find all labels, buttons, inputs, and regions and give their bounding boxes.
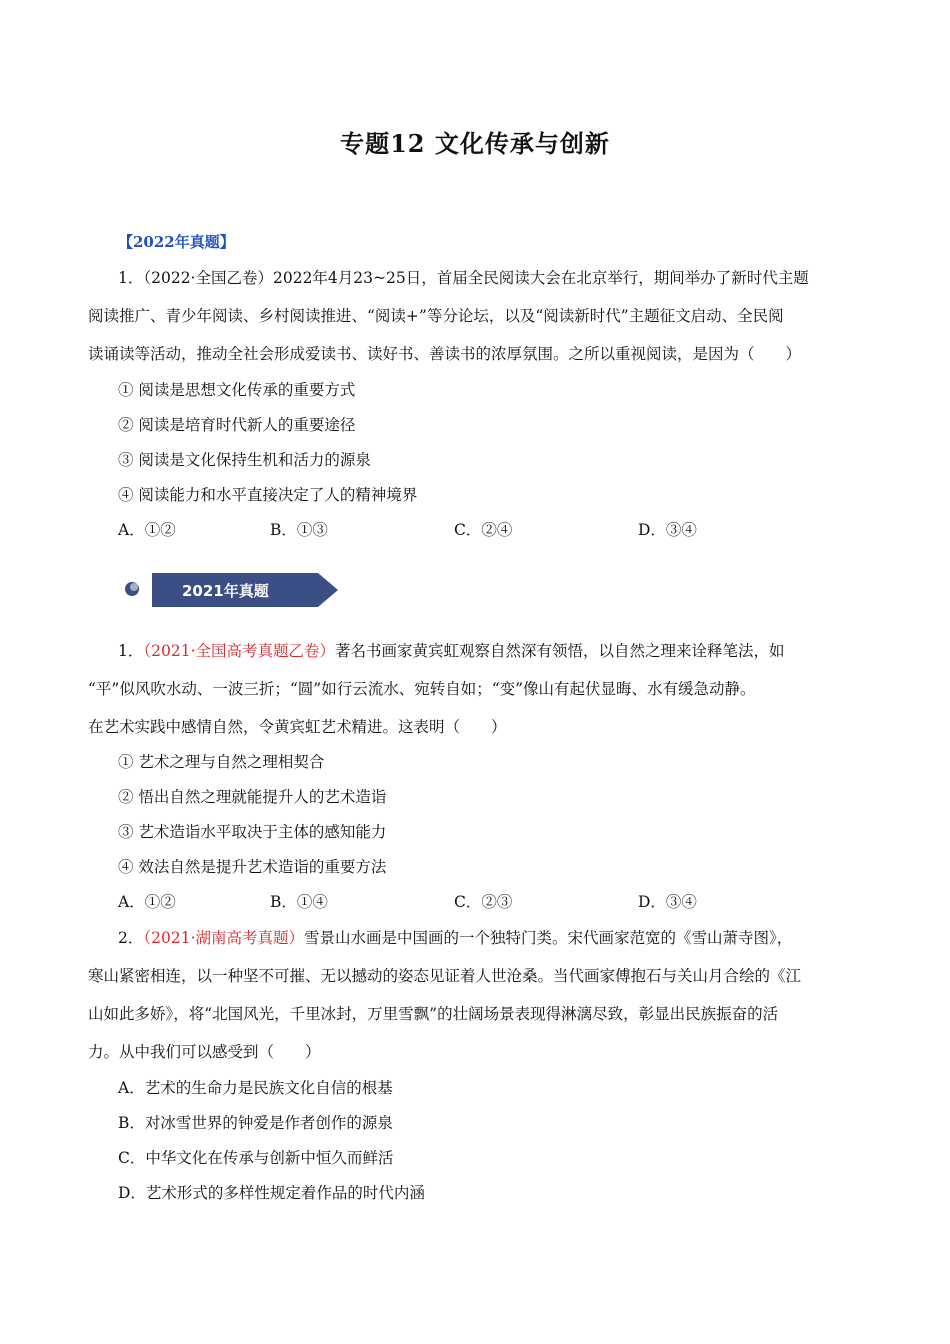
question-2021-1-answer-c: C．②③ <box>454 893 513 911</box>
question-2022-answer-b: B．①③ <box>270 521 328 539</box>
question-2021-1-source: （2021·全国高考真题乙卷） <box>143 642 335 660</box>
question-2021-1-line-3: 在艺术实践中感情自然，令黄宾虹艺术精进。这表明（ ） <box>88 718 507 736</box>
question-2021-2-source: （2021·湖南高考真题） <box>143 929 304 947</box>
question-2021-1-option-1: ① 艺术之理与自然之理相契合 <box>118 753 325 771</box>
question-2021-1-line-1 <box>118 639 898 661</box>
section-heading-2022: 【2022年真题】 <box>118 233 235 251</box>
question-2022-option-1: ① 阅读是思想文化传承的重要方式 <box>118 381 356 399</box>
question-2021-1-answer-d: D．③④ <box>638 893 697 911</box>
question-2021-2-stem: 雪景山水画是中国画的一个独特门类。宋代画家范宽的《雪山萧寺图》， <box>304 929 793 947</box>
banner-label: 2021年真题 <box>182 582 269 600</box>
question-2021-2-line-3: 山如此多娇》，将“北国风光，千里冰封，万里雪飘”的壮阔场景表现得淋漓尽致，彰显出民族振奋的活 <box>88 1005 779 1023</box>
question-2021-1-option-2: ② 悟出自然之理就能提升人的艺术造诣 <box>118 788 387 806</box>
question-2021-2-line-1 <box>118 926 898 948</box>
question-2022-line-1: 1．（2022·全国乙卷）2022年4月23~25日，首届全民阅读大会在北京举行，期间举办了新时代主题 <box>118 269 809 287</box>
question-2022-answer-d: D．③④ <box>638 521 697 539</box>
question-2021-1-number: 1． <box>118 642 144 660</box>
question-2022-line-2: 阅读推广、青少年阅读、乡村阅读推进、“阅读+”等分论坛，以及“阅读新时代”主题征文启动、全民阅 <box>88 307 784 325</box>
question-2021-1-answer-b: B．①④ <box>270 893 328 911</box>
question-2022-option-2: ② 阅读是培育时代新人的重要途径 <box>118 416 356 434</box>
question-2022-option-3: ③ 阅读是文化保持生机和活力的源泉 <box>118 451 371 469</box>
question-2021-2-option-c: C．中华文化在传承与创新中恒久而鲜活 <box>118 1149 394 1167</box>
question-2021-2-line-2: 寒山紧密相连，以一种坚不可摧、无以撼动的姿态见证着人世沧桑。当代画家傅抱石与关山月合绘的《江 <box>88 967 802 985</box>
question-2021-2-line-4: 力。从中我们可以感受到（ ） <box>88 1043 321 1061</box>
question-2022-line-3: 读诵读等活动，推动全社会形成爱读书、读好书、善读书的浓厚氛围。之所以重视阅读，是因为（ ） <box>88 345 802 363</box>
section-banner-2021 <box>124 571 344 609</box>
page-title: 专题12 文化传承与创新 <box>340 129 610 158</box>
question-2021-2-option-b: B．对冰雪世界的钟爱是作者创作的源泉 <box>118 1114 393 1132</box>
question-2021-1-stem: 著名书画家黄宾虹观察自然深有领悟，以自然之理来诠释笔法，如 <box>335 642 785 660</box>
question-2021-1-answer-a: A．①② <box>118 893 176 911</box>
question-2021-1-option-3: ③ 艺术造诣水平取决于主体的感知能力 <box>118 823 387 841</box>
question-2022-answer-a: A．①② <box>118 521 176 539</box>
question-2021-2-number: 2． <box>118 929 144 947</box>
question-2021-1-option-4: ④ 效法自然是提升艺术造诣的重要方法 <box>118 858 387 876</box>
question-2022-option-4: ④ 阅读能力和水平直接决定了人的精神境界 <box>118 486 418 504</box>
question-2021-2-option-d: D．艺术形式的多样性规定着作品的时代内涵 <box>118 1184 425 1202</box>
question-2021-2-option-a: A．艺术的生命力是民族文化自信的根基 <box>118 1079 393 1097</box>
question-2021-1-line-2: “平”似风吹水动、一波三折；“圆”如行云流水、宛转自如；“变”像山有起伏显晦、水有缓急动静。 <box>88 680 756 698</box>
question-2022-answer-c: C．②④ <box>454 521 513 539</box>
